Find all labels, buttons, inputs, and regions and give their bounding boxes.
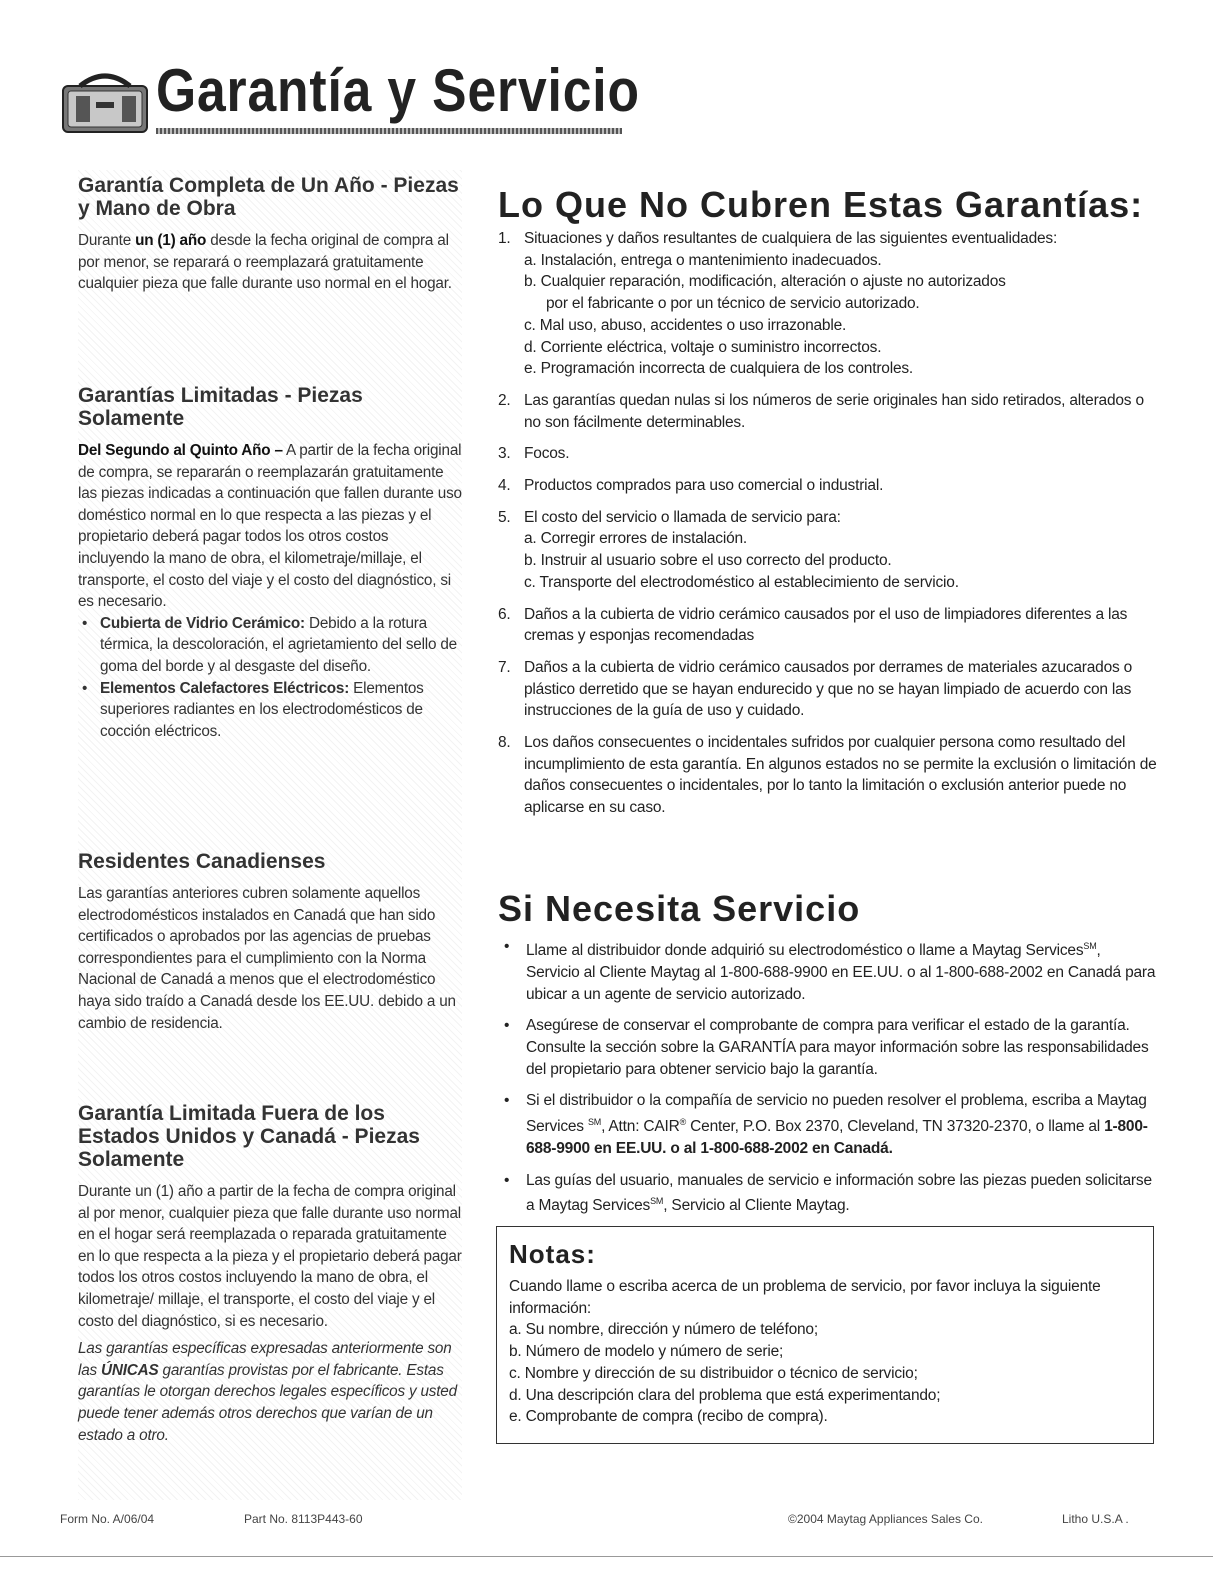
list-item: 1. Situaciones y daños resultantes de cualquiera de las siguientes eventualidades: a. Instalación, entrega o mantenimiento inadecuados. b. Cualquier reparación, modificación, alteración o ajuste no autorizados por el fabricante o por un técnico de servicio autorizado. c. Mal uso, abuso, accidentes o uso irrazonable. d. Corriente eléctrica, voltaje o suministro incorrectos. e. Programación incorrecta de cualquiera de los controles.: [498, 230, 1058, 378]
bullet-heating-elements: • Elementos Calefactores Eléctricos: Elementos superiores radiantes en los electrodomésticos de cocción eléctricos.: [82, 679, 424, 740]
notes-line: e. Comprobante de compra (recibo de compra).: [509, 1408, 828, 1426]
title-underline: [156, 128, 622, 134]
list-item: 2. Las garantías quedan nulas si los números de serie originales han sido retirados, alterados o no son fácilmente determinables.: [498, 391, 1144, 431]
notes-line: c. Nombre y dirección de su distribuidor o técnico de servicio;: [509, 1364, 918, 1382]
not-covered-title: Lo Que No Cubren Estas Garantías:: [498, 184, 1144, 225]
canadian-section: [78, 850, 462, 1034]
list-item: • Asegúrese de conservar el comprobante de compra para verificar el estado de la garantía. Consulte la sección sobre la GARANTÍA para mayor información sobre las responsabilidades del propietario para obtener servicio bajo la garantía.: [504, 1017, 1149, 1078]
list-item: 6. Daños a la cubierta de vidrio cerámico causados por el uso de limpiadores diferentes a las cremas y esponjas recomendadas: [498, 605, 1128, 645]
outside-warranty-text: Durante un (1) año a partir de la fecha de compra original al por menor, cualquier pieza que falle durante uso normal en el hogar será reemplazada o reparada gratuitamente en lo que respecta a la pieza y el propietario deberá pagar todos los otros costos incluyendo la mano de obra, el kilometraje/ millaje, el transporte, el costo del viaje y el costo del diagnóstico, si es necesario.: [78, 1183, 462, 1330]
full-warranty-heading: Garantía Completa de Un Año - Piezas y Mano de Obra: [78, 174, 459, 220]
form-number: Form No. A/06/04: [60, 1512, 155, 1526]
not-covered-list: [498, 228, 1158, 829]
canadian-heading: Residentes Canadienses: [78, 850, 326, 873]
bottom-divider: [0, 1556, 1213, 1557]
list-item: • Las guías del usuario, manuales de servicio e información sobre las piezas pueden solicitarse a Maytag Services℠, Servicio al Cliente Maytag.: [504, 1171, 1152, 1215]
full-warranty-section: [78, 174, 462, 295]
notes-box: [496, 1226, 1154, 1444]
outside-warranty-heading: Garantía Limitada Fuera de los Estados Unidos y Canadá - Piezas Solamente: [78, 1102, 420, 1171]
notes-intro: Cuando llame o escriba acerca de un problema de servicio, por favor incluya la siguiente información:: [509, 1278, 1101, 1317]
list-item: • Si el distribuidor o la compañía de servicio no pueden resolver el problema, escriba a Maytag Services ℠, Attn: CAIR® Center, P.O. Box 2370, Cleveland, TN 37320-2370, o llame al 1-800-688-9900 en EE.UU. o al 1-800-688-2002 en Canadá.: [504, 1092, 1148, 1157]
toolbox-icon: [62, 72, 148, 134]
limited-warranty-section: [78, 384, 462, 742]
list-item: 8. Los daños consecuentes o incidentales sufridos por cualquier persona como resultado del incumplimiento de esta garantía. En algunos estados no se permite la exclusión o limitación de daños consecuentes o incidentales, por lo tanto la limitación o exclusión anterior puede no aplicarse en su caso.: [498, 734, 1157, 817]
part-number: Part No. 8113P443-60: [244, 1512, 363, 1526]
list-item: 7. Daños a la cubierta de vidrio cerámico causados por derrames de materiales azucarados o plástico derretido que se hayan endurecido y que no se hayan limpiado de acuerdo con las instrucciones de la guía de uso y cuidado.: [498, 658, 1133, 720]
litho: Litho U.S.A .: [1062, 1512, 1129, 1526]
list-item: • Llame al distribuidor donde adquirió su electrodoméstico o llame a Maytag Services℠, Servicio al Cliente Maytag al 1-800-688-9900 en EE.UU. o al 1-800-688-2002 en Canadá para ubicar a un agente de servicio autorizado.: [504, 938, 1156, 1003]
page-header: [62, 57, 640, 140]
bullet-ceramic-glass: • Cubierta de Vidrio Cerámico: Debido a la rotura térmica, la descoloración, el agrietamiento del sello de goma del borde y al desgaste del diseño.: [82, 614, 457, 675]
limited-warranty-text: Del Segundo al Quinto Año – A partir de la fecha original de compra, se repararán o reemplazarán gratuitamente las piezas indicadas a continuación que fallen durante uso doméstico normal en lo que respecta a las piezas y el propietario deberá pagar todos los otros costos incluyendo la mano de obra, el kilometraje/millaje, el transporte, el costo del viaje y el costo del diagnóstico, si es necesario.: [78, 442, 462, 611]
service-title: Si Necesita Servicio: [498, 888, 861, 929]
limited-warranty-heading: Garantías Limitadas - Piezas Solamente: [78, 384, 363, 430]
list-item: 4. Productos comprados para uso comercial o industrial.: [498, 477, 884, 495]
canadian-text: Las garantías anteriores cubren solamente aquellos electrodomésticos instalados en Canadá que han sido certificados o aprobados por las agencias de pruebas correspondientes para el cumplimiento con la Norma Nacional de Canadá a menos que el electrodoméstico haya sido traído a Canadá desde los EE.UU. debido a un cambio de residencia.: [78, 885, 456, 1032]
warranty-disclaimer: Las garantías específicas expresadas anteriormente son las ÚNICAS garantías provistas por el fabricante. Estas garantías le otorgan derechos legales específicos y usted puede tener además otros derechos que varían de un estado a otro.: [78, 1340, 457, 1444]
full-warranty-text: Durante un (1) año desde la fecha original de compra al por menor, se reparará o reemplazará gratuitamente cualquier pieza que falle durante uso normal en el hogar.: [78, 232, 452, 293]
notes-title: Notas:: [509, 1239, 596, 1269]
copyright: ©2004 Maytag Appliances Sales Co.: [788, 1512, 983, 1526]
list-item: 5. El costo del servicio o llamada de servicio para: a. Corregir errores de instalación. b. Instruir al usuario sobre el uso correcto del producto. c. Transporte del electrodoméstico al establecimiento de servicio.: [498, 508, 959, 591]
notes-line: b. Número de modelo y número de serie;: [509, 1343, 784, 1361]
page-title: Garantía y Servicio: [156, 57, 640, 124]
list-item: 3. Focos.: [498, 445, 570, 463]
service-list: [498, 936, 1158, 1227]
notes-line: a. Su nombre, dirección y número de teléfono;: [509, 1321, 818, 1339]
warranty-column: [78, 170, 462, 1500]
outside-warranty-section: [78, 1102, 462, 1446]
notes-line: d. Una descripción clara del problema que está experimentando;: [509, 1386, 941, 1404]
